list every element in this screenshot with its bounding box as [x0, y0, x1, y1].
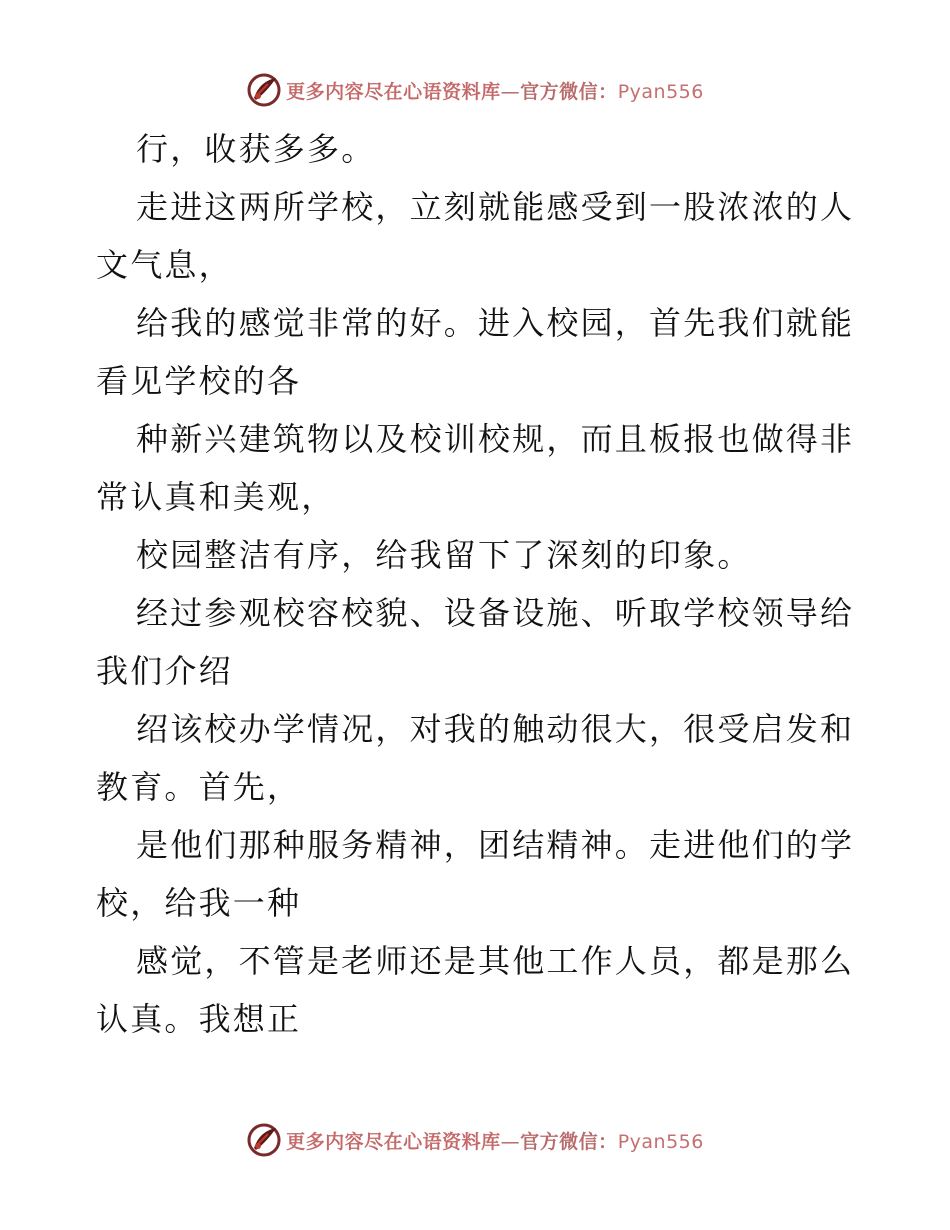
- body-line: 走进这两所学校，立刻就能感受到一股浓浓的人: [136, 188, 855, 226]
- body-line: 我们介绍: [96, 652, 233, 690]
- footer-banner: [0, 1120, 950, 1160]
- body-line: 校园整洁有序，给我留下了深刻的印象。: [136, 536, 752, 574]
- body-line: 绍该校办学情况，对我的触动很大，很受启发和: [136, 710, 855, 748]
- banner-wechat-label: 官方微信：: [520, 80, 618, 103]
- banner-title: 更多内容尽在心语资料库: [286, 80, 501, 103]
- body-line: 校，给我一种: [96, 884, 302, 922]
- header-banner: [0, 70, 950, 110]
- body-line: 看见学校的各: [96, 362, 302, 400]
- document-body: [96, 120, 856, 1048]
- body-line: 常认真和美观，: [96, 478, 336, 516]
- body-line: 是他们那种服务精神，团结精神。走进他们的学: [136, 826, 855, 864]
- banner-text: [286, 1127, 704, 1154]
- banner-dash: —: [500, 1130, 521, 1153]
- banner-dash: —: [500, 80, 521, 103]
- banner-wechat-label: 官方微信：: [520, 1130, 618, 1153]
- body-line: 种新兴建筑物以及校训校规，而且板报也做得非: [136, 420, 855, 458]
- body-line: 文气息，: [96, 246, 233, 284]
- banner-text: [286, 77, 704, 104]
- quill-logo-icon: [246, 72, 282, 108]
- body-line: 感觉，不管是老师还是其他工作人员，都是那么: [136, 942, 855, 980]
- banner-wechat-id: Pyan556: [617, 80, 704, 103]
- body-line: 认真。我想正: [96, 1000, 302, 1038]
- banner-title: 更多内容尽在心语资料库: [286, 1130, 501, 1153]
- body-line: 经过参观校容校貌、设备设施、听取学校领导给: [136, 594, 855, 632]
- body-line: 行，收获多多。: [136, 130, 376, 168]
- quill-logo-icon: [246, 1122, 282, 1158]
- banner-wechat-id: Pyan556: [617, 1130, 704, 1153]
- body-line: 给我的感觉非常的好。进入校园，首先我们就能: [136, 304, 855, 342]
- body-line: 教育。首先，: [96, 768, 302, 806]
